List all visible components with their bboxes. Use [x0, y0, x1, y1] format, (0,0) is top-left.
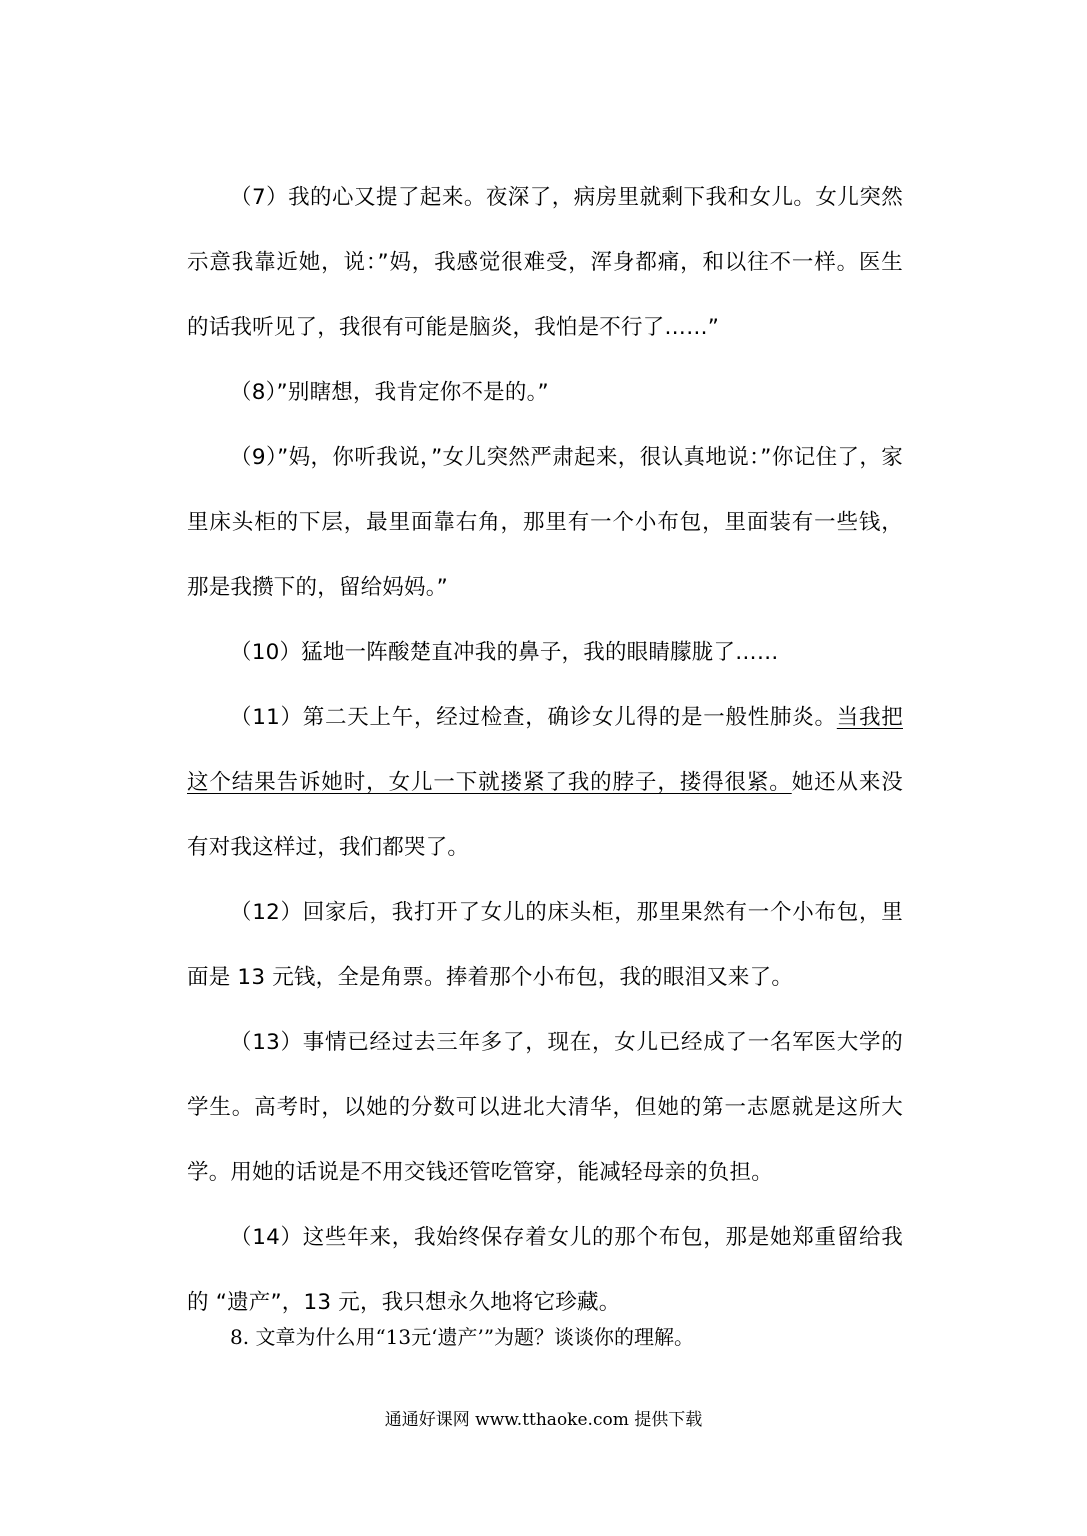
paragraph-14: （14）这些年来，我始终保存着女儿的那个布包，那是她郑重留给我的 “遗产”，13 元，我只想永久地将它珍藏。 — [187, 1225, 903, 1315]
footer-watermark: 通通好课网 www.tthaoke.com 提供下载 — [384, 1410, 703, 1430]
article-body — [187, 165, 903, 1335]
paragraph-7: （7）我的心又提了起来。夜深了，病房里就剩下我和女儿。女儿突然示意我靠近她，说：”妈，我感觉很难受，浑身都痛，和以往不一样。医生的话我听见了，我很有可能是脑炎，我怕是不行了……” — [187, 185, 903, 340]
underlined-sentence: 当我把这个结果告诉她时，女儿一下就搂紧了我的脖子，搂得很紧。 — [187, 705, 903, 795]
paragraph-10: （10）猛地一阵酸楚直冲我的鼻子，我的眼睛朦胧了…… — [230, 640, 779, 665]
question-8: 8. 文章为什么用“13元‘遗产’”为题？谈谈你的理解。 — [230, 1325, 695, 1349]
paragraph-9: （9）”妈，你听我说，”女儿突然严肃起来，很认真地说：”你记住了，家里床头柜的下层，最里面靠右角，那里有一个小布包，里面装有一些钱，那是我攒下的，留给妈妈。” — [187, 445, 903, 600]
paragraph-11 — [187, 685, 903, 880]
paragraph-11-tail: 她还从来没有对我这样过，我们都哭了。 — [187, 770, 903, 860]
paragraph-13: （13）事情已经过去三年多了，现在，女儿已经成了一名军医大学的学生。高考时，以她的分数可以进北大清华，但她的第一志愿就是这所大学。用她的话说是不用交钱还管吃管穿，能减轻母亲的负担。 — [187, 1030, 903, 1185]
paragraph-11-lead: （11）第二天上午，经过检查，确诊女儿得的是一般性肺炎。 — [230, 705, 837, 730]
paragraph-12: （12）回家后，我打开了女儿的床头柜，那里果然有一个小布包，里面是 13 元钱，全是角票。捧着那个小布包，我的眼泪又来了。 — [187, 900, 903, 990]
paragraph-8: （8）”别瞎想，我肯定你不是的。” — [230, 380, 549, 405]
